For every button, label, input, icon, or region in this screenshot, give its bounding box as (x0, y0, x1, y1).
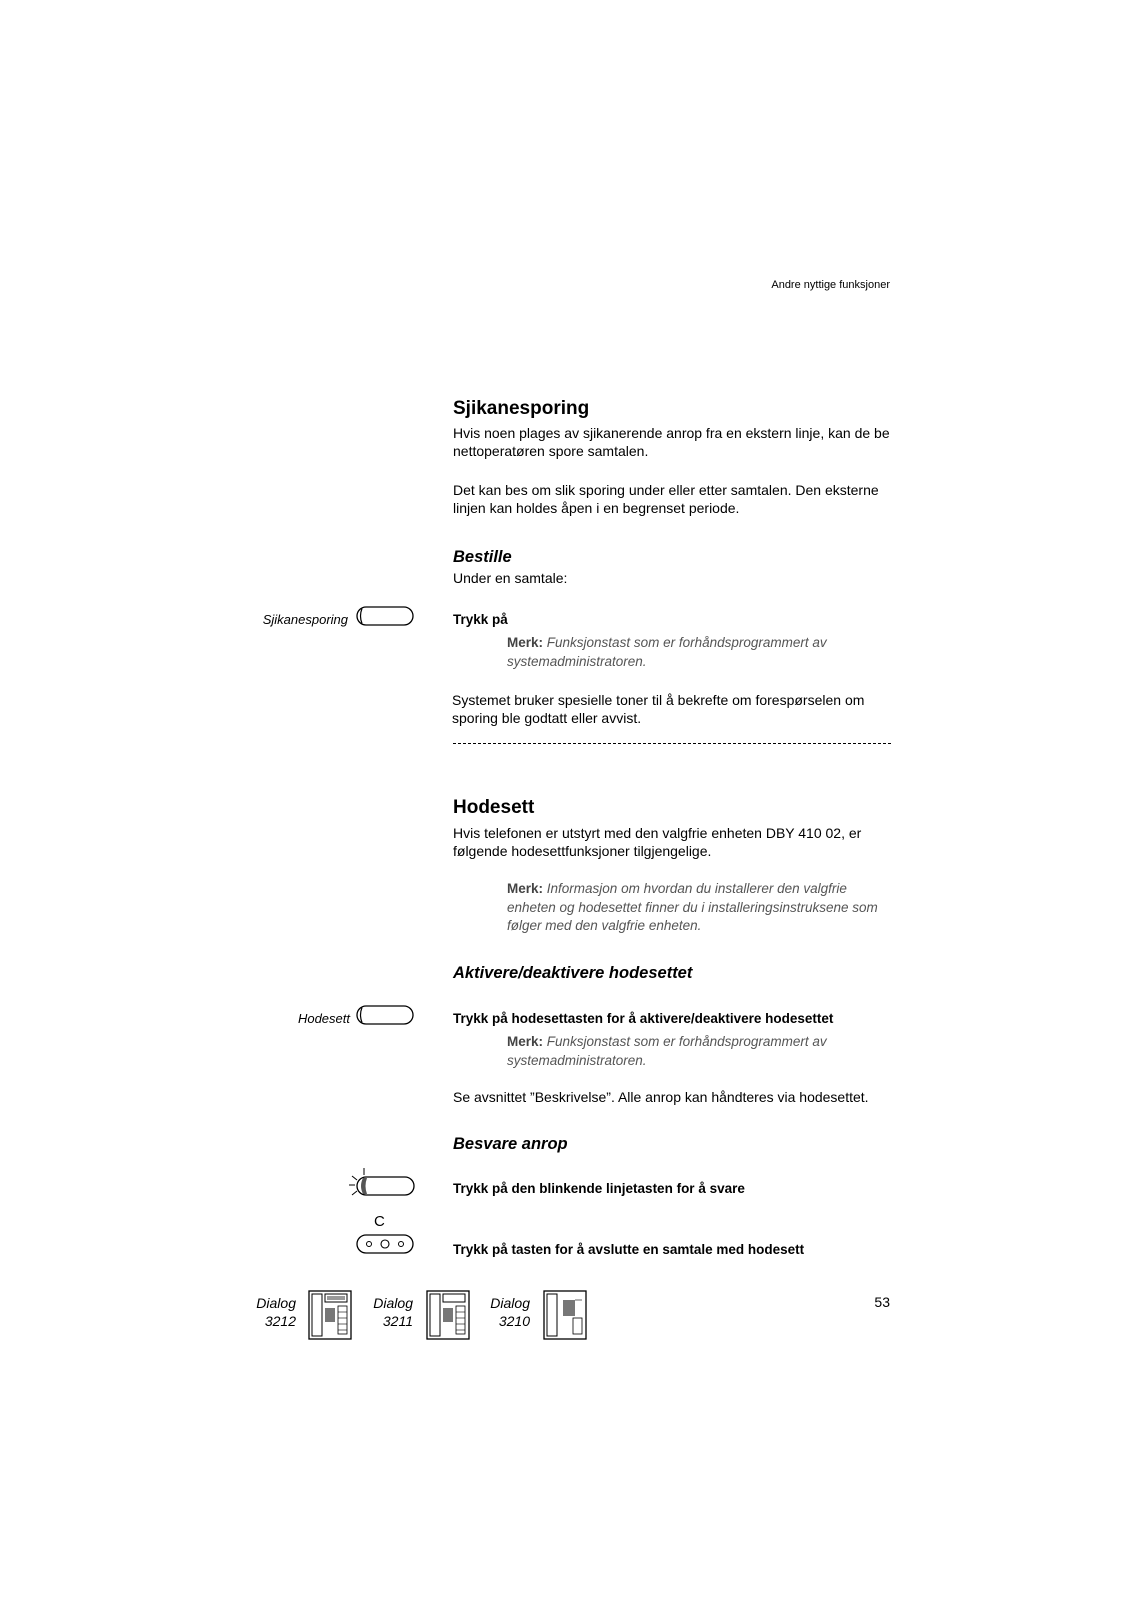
function-key-icon[interactable] (356, 606, 414, 626)
section-title-hodesett: Hodesett (453, 797, 535, 818)
sjikanesporing-note (507, 634, 897, 671)
hodesett-paragraph-1: Hvis telefonen er utstyrt med den valgfrie enheten DBY 410 02, er følgende hodesettfunksjoner tilgjengelige. (453, 825, 862, 859)
subsection-title-bestille: Bestille (453, 548, 512, 566)
bestille-intro: Under en samtale: (453, 570, 568, 586)
phone-3211-icon (426, 1290, 470, 1340)
hodesett-note-1 (507, 880, 897, 936)
footer-phone-label-3212: Dialog 3212 (256, 1295, 296, 1329)
footer-phone-label-3210: Dialog 3210 (490, 1295, 530, 1329)
note-text: Informasjon om hvordan du installerer den valgfrie enheten og hodesettet finner du i installeringsinstruksene som følger med den valgfrie enheten. (507, 881, 878, 933)
phone-3210-icon (543, 1290, 587, 1340)
running-header: Andre nyttige funksjoner (771, 279, 890, 291)
note-text: Funksjonstast som er forhåndsprogrammert av systemadministratoren. (507, 1034, 827, 1068)
note-label: Merk: (507, 881, 544, 896)
hodesett-paragraph-2: Se avsnittet ”Beskrivelse”. Alle anrop kan håndteres via hodesettet. (453, 1089, 869, 1105)
sjikanesporing-instruction: Trykk på (453, 612, 508, 627)
headset-key-icon[interactable] (356, 1005, 414, 1025)
section-divider (453, 743, 891, 744)
hodesett-instruction-1: Trykk på hodesettasten for å aktivere/deaktivere hodesettet (453, 1011, 834, 1026)
hodesett-instruction-2: Trykk på den blinkende linjetasten for å svare (453, 1181, 745, 1196)
page-number: 53 (874, 1294, 890, 1310)
clear-key-symbol: C (374, 1213, 385, 1230)
sjikanesporing-paragraph-2: Det kan bes om slik sporing under eller etter samtalen. Den eksterne linjen kan holdes åpen i en begrenset periode. (453, 482, 879, 516)
sjikanesporing-key-label: Sjikanesporing (262, 612, 348, 627)
hodesett-key-label: Hodesett (297, 1011, 350, 1026)
subsection-title-besvare: Besvare anrop (453, 1135, 568, 1153)
blinking-line-key-icon[interactable] (346, 1168, 416, 1200)
note-label: Merk: (507, 1034, 544, 1049)
phone-3212-icon (308, 1290, 352, 1340)
sjikanesporing-paragraph-3: Systemet bruker spesielle toner til å bekrefte om forespørselen om sporing ble godtatt eller avvist. (452, 692, 865, 726)
subsection-title-aktivere: Aktivere/deaktivere hodesettet (453, 964, 693, 982)
note-label: Merk: (507, 635, 544, 650)
clear-key-icon[interactable] (356, 1234, 414, 1254)
sjikanesporing-paragraph-1: Hvis noen plages av sjikanerende anrop fra en ekstern linje, kan de be nettoperatøren spore samtalen. (453, 425, 890, 459)
hodesett-note-2 (507, 1033, 897, 1070)
hodesett-instruction-3: Trykk på tasten for å avslutte en samtale med hodesett (453, 1242, 805, 1257)
section-title-sjikanesporing: Sjikanesporing (453, 398, 590, 419)
footer-phone-label-3211: Dialog 3211 (373, 1295, 413, 1329)
note-text: Funksjonstast som er forhåndsprogrammert av systemadministratoren. (507, 635, 827, 669)
